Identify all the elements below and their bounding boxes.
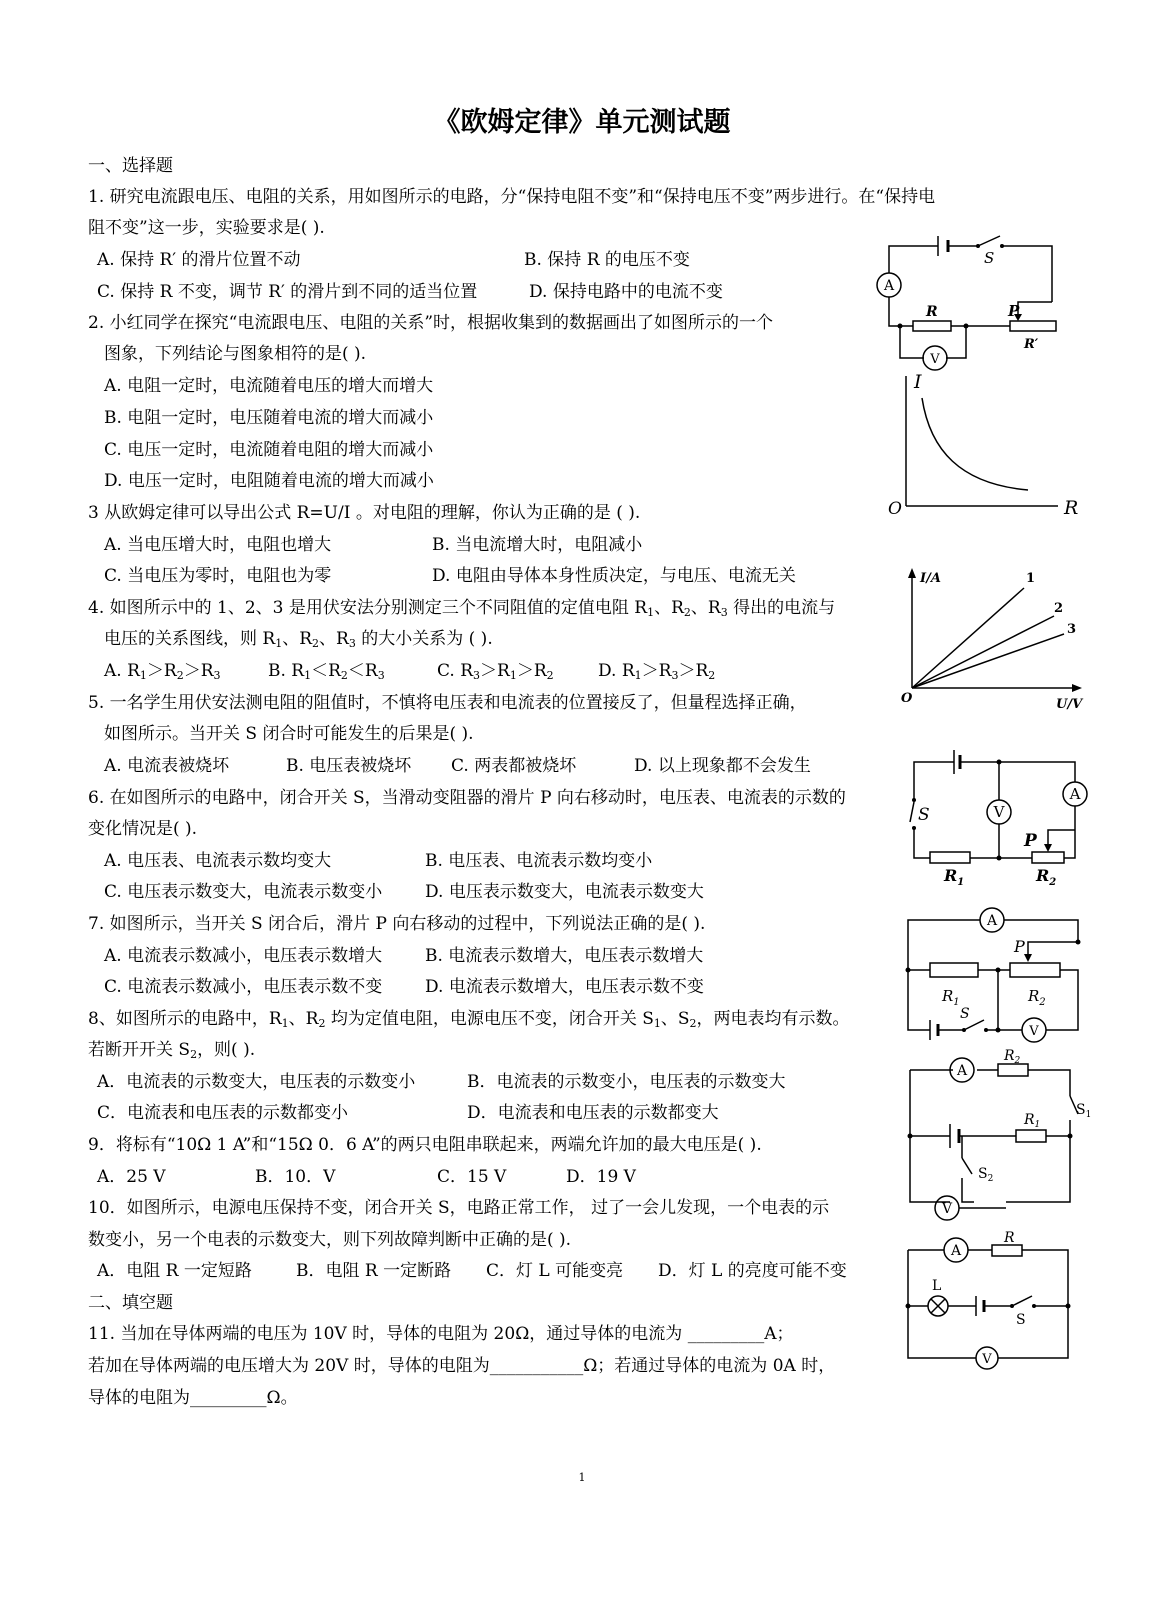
q9-option-a: A．25 V	[97, 1167, 166, 1187]
q8-option-d: D．电流表和电压表的示数都变大	[467, 1103, 719, 1123]
f1-ammeter-label: A	[883, 278, 895, 294]
q4-option-d: D. $R_1>R_3>R_2$	[598, 661, 716, 682]
q7-option-c: C. 电流表示数减小，电压表示数不变	[104, 977, 383, 997]
q5-option-c: C. 两表都被烧坏	[451, 756, 577, 776]
q6-option-a: A. 电压表、电流表示数均变大	[104, 851, 332, 871]
q1-option-b: B. 保持 R 的电压不变	[524, 250, 690, 270]
q10-stem-line2: 数变小，另一个电表的示数变大，则下列故障判断中正确的是( ).	[88, 1230, 572, 1250]
q6-stem-line1: 6. 在如图所示的电路中，闭合开关 S，当滑动变阻器的滑片 P 向右移动时，电压表、电流表的示数的	[88, 788, 846, 808]
f5-r1-label: $R_1$	[942, 987, 960, 1008]
q11-line1: 11. 当加在导体两端的电压为 10V 时，导体的电阻为 20Ω，通过导体的电流为 _________A；	[88, 1324, 794, 1344]
q10-option-c: C．灯 L 可能变亮	[486, 1261, 624, 1281]
q8-stem-line2: 若断开开关 $S_2$，则( ).	[88, 1040, 256, 1061]
f6-s1-label: $S_1$	[1076, 1102, 1092, 1120]
f1-voltmeter-label: V	[930, 352, 940, 367]
f7-switch-label: S	[1016, 1312, 1026, 1328]
f6-voltmeter-label: V	[941, 1201, 953, 1217]
f4-slider-label: P	[1024, 831, 1037, 851]
q8-stem-line1: 8、如图所示的电路中，$R_1$、$R_2$ 均为定值电阻，电源电压不变，闭合开关 $S_1$、$S_2$，两电表均有示数。	[88, 1009, 850, 1030]
f2-i-axis-label: I	[914, 371, 922, 393]
f5-slider-label: P	[1014, 937, 1025, 956]
q10-circuit-figure	[904, 1230, 1094, 1370]
f4-voltmeter-label: V	[993, 803, 1005, 821]
q9-stem: 9．将标有“10Ω 1 A”和“15Ω 0．6 A”的两只电阻串联起来，两端允许加的最大电压是( ).	[88, 1135, 762, 1155]
q10-option-b: B．电阻 R 一定断路	[296, 1261, 452, 1281]
f3-i-axis-label: I/A	[920, 571, 941, 586]
q1-option-c: C. 保持 R 不变，调节 R′ 的滑片到不同的适当位置	[97, 282, 478, 302]
q5-option-d: D. 以上现象都不会发生	[634, 756, 811, 776]
f2-r-axis-label: R	[1064, 497, 1079, 519]
q5-option-a: A. 电流表被烧坏	[104, 756, 230, 776]
section-fill-heading: 二、填空题	[88, 1293, 173, 1313]
q8-option-b: B．电流表的示数变小，电压表的示数变大	[467, 1072, 786, 1092]
q7-stem: 7. 如图所示，当开关 S 闭合后，滑片 P 向右移动的过程中，下列说法正确的是( ).	[88, 914, 706, 934]
q7-option-d: D. 电流表示数增大，电压表示数不变	[425, 977, 704, 997]
f6-r1-label: $R_1$	[1024, 1112, 1041, 1130]
q10-stem-line1: 10．如图所示，电源电压保持不变，闭合开关 S，电路正常工作， 过了一会儿发现，一个电表的示	[88, 1198, 830, 1218]
q1-option-a: A. 保持 R′ 的滑片位置不动	[97, 250, 301, 270]
q9-option-d: D．19 V	[566, 1167, 636, 1187]
page-number: 1	[578, 1471, 586, 1484]
f5-r2-label: $R_2$	[1028, 987, 1046, 1008]
q2-stem-line1: 2. 小红同学在探究“电流跟电压、电阻的关系”时，根据收集到的数据画出了如图所示的一个	[88, 313, 774, 333]
q6-option-b: B. 电压表、电流表示数均变小	[425, 851, 653, 871]
f3-line-3-label: 3	[1067, 622, 1077, 637]
f4-ammeter-label: A	[1069, 785, 1081, 803]
q3-option-a: A. 当电压增大时，电阻也增大	[104, 535, 332, 555]
q4-option-a: A. $R_1>R_2>R_3$	[104, 661, 221, 682]
f4-r2-label: $R_2$	[1036, 866, 1057, 888]
q7-option-a: A. 电流表示数减小，电压表示数增大	[104, 946, 383, 966]
section-choice-heading: 一、选择题	[88, 156, 173, 176]
q2-stem-line2: 图象，下列结论与图象相符的是( ).	[104, 344, 367, 364]
q10-option-a: A．电阻 R 一定短路	[97, 1261, 252, 1281]
q5-option-b: B. 电压表被烧坏	[286, 756, 412, 776]
f1-switch-label: S	[984, 249, 995, 267]
q4-graph-figure	[896, 560, 1096, 720]
f7-resistor-label: R	[1004, 1230, 1015, 1246]
q8-option-a: A．电流表的示数变大，电压表的示数变小	[97, 1072, 416, 1092]
f1-rheostat-label: R′	[1024, 337, 1039, 352]
f3-origin-label: O	[901, 691, 913, 706]
f5-voltmeter-label: V	[1029, 1024, 1039, 1039]
q11-line3: 导体的电阻为_________Ω。	[88, 1388, 298, 1408]
q5-stem-line1: 5. 一名学生用伏安法测电阻的阻值时，不慎将电压表和电流表的位置接反了，但量程选择正确，	[88, 693, 807, 713]
q2-option-b: B. 电阻一定时，电压随着电流的增大而减小	[104, 408, 434, 428]
q3-stem: 3 从欧姆定律可以导出公式 R=U/I 。对电阻的理解，你认为正确的是 ( ).	[88, 503, 641, 523]
q1-option-d: D. 保持电路中的电流不变	[529, 282, 723, 302]
f2-origin-label: O	[888, 499, 902, 519]
q3-option-d: D. 电阻由导体本身性质决定，与电压、电流无关	[432, 566, 796, 586]
f5-switch-label: S	[960, 1006, 970, 1022]
q6-circuit-figure	[902, 740, 1102, 890]
q6-option-d: D. 电压表示数变大，电流表示数变大	[425, 882, 704, 902]
f5-ammeter-label: A	[986, 913, 998, 929]
q2-option-d: D. 电压一定时，电阻随着电流的增大而减小	[104, 471, 434, 491]
f6-r2-label: $R_2$	[1004, 1048, 1021, 1066]
q1-stem-line2: 阻不变”这一步，实验要求是( ).	[88, 218, 325, 238]
f4-switch-label: S	[918, 805, 930, 825]
q2-option-c: C. 电压一定时，电流随着电阻的增大而减小	[104, 440, 434, 460]
page-title: 《欧姆定律》单元测试题	[433, 107, 731, 138]
f3-u-axis-label: U/V	[1056, 697, 1083, 712]
q2-graph-figure	[878, 368, 1088, 528]
q3-option-b: B. 当电流增大时，电阻减小	[432, 535, 643, 555]
q2-option-a: A. 电阻一定时，电流随着电压的增大而增大	[104, 376, 434, 396]
q9-option-b: B．10．V	[255, 1167, 336, 1187]
f7-ammeter-label: A	[950, 1243, 962, 1259]
q4-option-b: B. $R_1<R_2<R_3$	[268, 661, 385, 682]
q9-option-c: C．15 V	[437, 1167, 507, 1187]
q11-line2: 若加在导体两端的电压增大为 20V 时，导体的电阻为___________Ω；若通过导体的电流为 0A 时，	[88, 1356, 836, 1376]
q10-option-d: D．灯 L 的亮度可能不变	[658, 1261, 847, 1281]
q8-option-c: C．电流表和电压表的示数都变小	[97, 1103, 349, 1123]
q4-stem-line2: 电压的关系图线，则 $R_1$、$R_2$、$R_3$ 的大小关系为 ( ).	[104, 629, 493, 650]
q4-stem-line1: 4. 如图所示中的 1、2、3 是用伏安法分别测定三个不同阻值的定值电阻 $R_1$、$R_2$、$R_3$ 得出的电流与	[88, 598, 836, 619]
q8-circuit-figure	[906, 1050, 1096, 1228]
f3-line-2-label: 2	[1054, 601, 1064, 616]
q1-stem-line1: 1. 研究电流跟电压、电阻的关系，用如图所示的电路，分“保持电阻不变”和“保持电压不变”两步进行。在“保持电	[88, 187, 936, 207]
q5-stem-line2: 如图所示。当开关 S 闭合时可能发生的后果是( ).	[104, 724, 474, 744]
q1-circuit-figure	[878, 228, 1068, 388]
f4-r1-label: $R_1$	[944, 866, 965, 888]
q3-option-c: C. 当电压为零时，电阻也为零	[104, 566, 332, 586]
q6-option-c: C. 电压表示数变大，电流表示数变小	[104, 882, 383, 902]
f7-lamp-label: L	[932, 1278, 942, 1294]
f1-slider-label: P	[1008, 302, 1020, 320]
q7-circuit-figure	[898, 904, 1088, 1044]
q6-stem-line2: 变化情况是( ).	[88, 819, 198, 839]
q7-option-b: B. 电流表示数增大，电压表示数增大	[425, 946, 704, 966]
f3-line-1-label: 1	[1026, 571, 1036, 586]
f7-voltmeter-label: V	[982, 1352, 992, 1367]
f6-ammeter-label: A	[956, 1063, 968, 1079]
f1-resistor-label: R	[926, 304, 938, 320]
f6-s2-label: $S_2$	[978, 1166, 994, 1184]
q4-option-c: C. $R_3>R_1>R_2$	[437, 661, 554, 682]
